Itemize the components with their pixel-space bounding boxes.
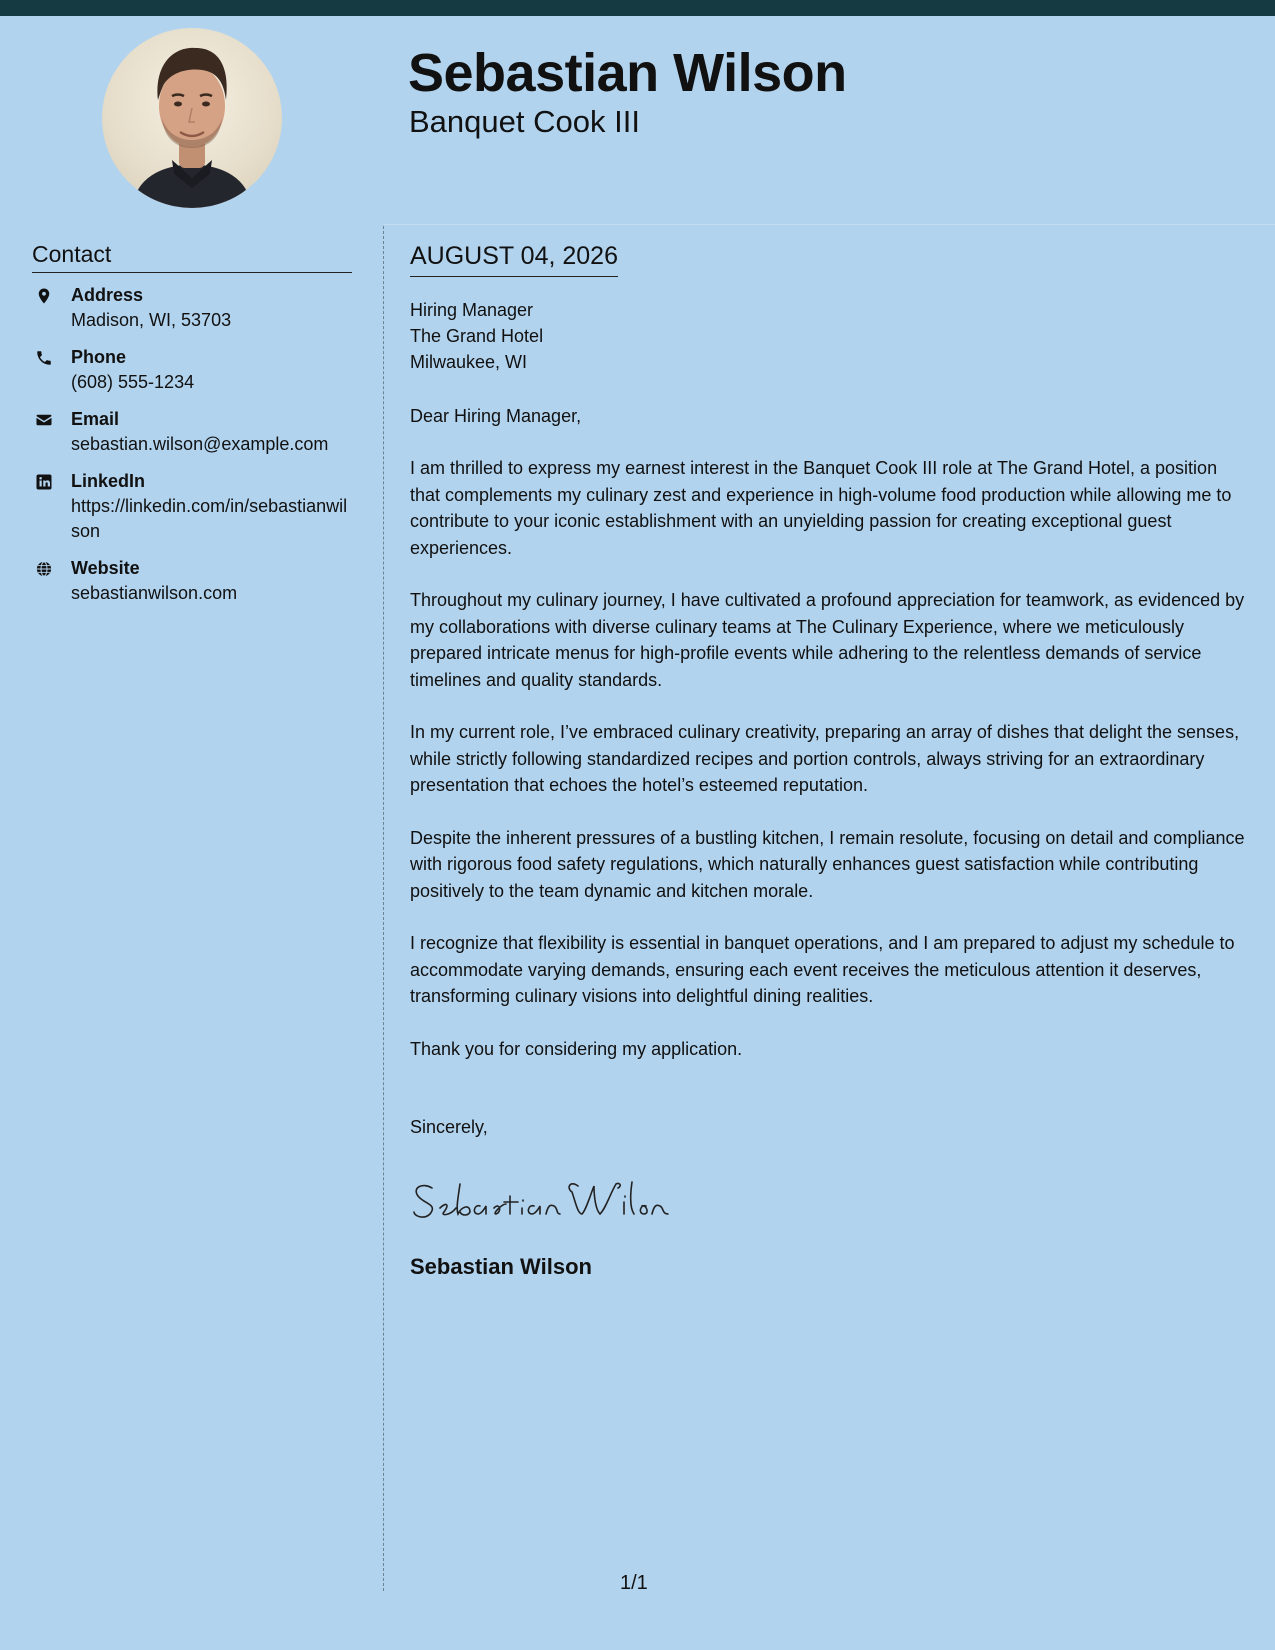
candidate-name: Sebastian Wilson — [408, 43, 847, 103]
closing: Sincerely, — [410, 1117, 488, 1137]
recipient-line: Hiring Manager — [410, 300, 534, 320]
letter-paragraph: In my current role, I’ve embraced culinary creativity, preparing an array of dishes that delight the senses, while strictly following standardized recipes and portion controls, always striving for an extraordinary presentation that echoes the hotel’s esteemed reputation. — [410, 722, 1240, 795]
letter-paragraph: Throughout my culinary journey, I have cultivated a profound appreciation for teamwork, as evidenced by my collaborations with diverse culinary teams at The Culinary Experience, where we meticulously prepared intricate menus for high-profile events while adhering to the relentless demands of service timelines and quality standards. — [410, 590, 1245, 690]
signer-name: Sebastian Wilson — [410, 1254, 592, 1279]
page-number: 1/1 — [620, 1572, 648, 1594]
contact-value[interactable]: sebastianwilson.com — [71, 583, 238, 603]
globe-icon — [35, 560, 53, 578]
letter-paragraph: I recognize that flexibility is essential in banquet operations, and I am prepared to adjust my schedule to accommodate varying demands, ensuring each event receives the meticulous attention it deserves, transforming culinary visions into delightful dining realities. — [410, 933, 1235, 1006]
contact-item-address — [32, 283, 352, 333]
contact-sidebar — [32, 238, 352, 618]
letter-paragraph: Thank you for considering my application. — [410, 1038, 743, 1059]
recipient-block — [410, 297, 1250, 375]
recipient-line: Milwaukee, WI — [410, 352, 528, 372]
contact-value[interactable]: https://linkedin.com/in/sebastianwilson — [71, 496, 348, 541]
contact-item-email — [32, 407, 352, 457]
recipient-line: The Grand Hotel — [410, 326, 544, 346]
linkedin-icon — [35, 473, 53, 491]
contact-heading: Contact — [32, 238, 352, 273]
contact-item-website — [32, 556, 352, 606]
contact-label: Phone — [71, 347, 127, 367]
header-divider — [384, 224, 1275, 225]
contact-item-linkedin — [32, 469, 352, 544]
contact-label: LinkedIn — [71, 471, 146, 491]
letter-paragraph: I am thrilled to express my earnest interest in the Banquet Cook III role at The Grand Hotel, a position that complements my culinary zest and experience in high-volume food production while allowing me to contribute to your iconic establishment with an unyielding passion for creating exceptional guest experiences. — [410, 458, 1232, 558]
top-bar — [0, 0, 1275, 16]
contact-value[interactable]: sebastian.wilson@example.com — [71, 434, 329, 454]
profile-photo — [102, 28, 282, 208]
contact-label: Website — [71, 558, 140, 578]
contact-label: Email — [71, 409, 120, 429]
portrait-image — [102, 28, 282, 208]
letter-paragraph: Despite the inherent pressures of a bustling kitchen, I remain resolute, focusing on detail and compliance with rigorous food safety regulations, which naturally enhances guest satisfaction while contributing positively to the team dynamic and kitchen morale. — [410, 827, 1245, 901]
signature-image — [410, 1174, 680, 1224]
contact-label: Address — [71, 285, 144, 305]
letter-body — [410, 240, 1250, 1282]
letter-date: AUGUST 04, 2026 — [410, 240, 618, 277]
contact-value: Madison, WI, 53703 — [71, 310, 232, 330]
salutation: Dear Hiring Manager, — [410, 406, 582, 426]
envelope-icon — [35, 411, 53, 429]
contact-list — [32, 283, 352, 606]
contact-item-phone — [32, 345, 352, 395]
contact-value: (608) 555-1234 — [71, 372, 195, 392]
phone-icon — [35, 349, 53, 367]
column-divider — [383, 226, 384, 1591]
location-pin-icon — [35, 287, 53, 305]
job-title: Banquet Cook III — [409, 104, 640, 139]
